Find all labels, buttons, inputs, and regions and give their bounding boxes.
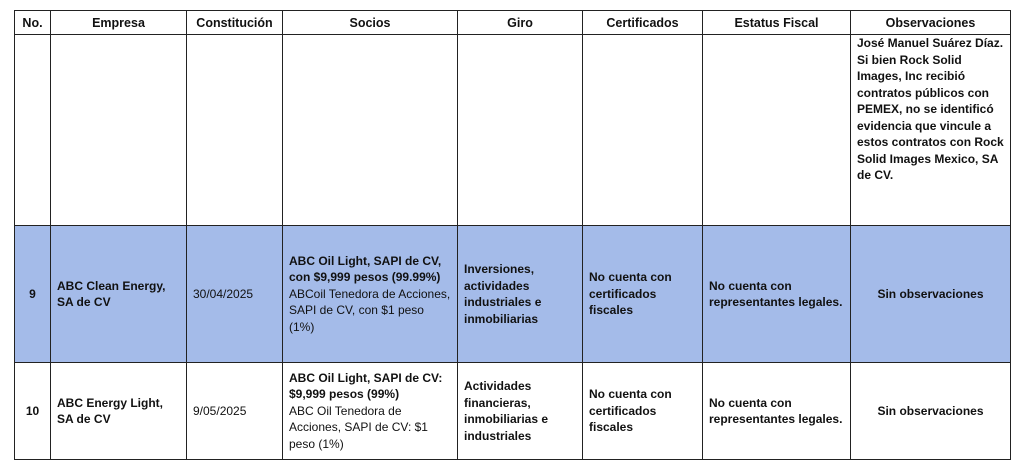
header-giro: Giro — [458, 11, 583, 35]
cell-estatus — [703, 35, 851, 226]
cell-empresa: ABC Energy Light, SA de CV — [51, 363, 187, 460]
socios-primary: ABC Oil Light, SAPI de CV: $9,999 pesos (99%) — [289, 370, 443, 402]
document-table-container — [14, 10, 1011, 460]
header-estatus-fiscal: Estatus Fiscal — [703, 11, 851, 35]
cell-giro: Inversiones, actividades industriales e inmobiliarias — [458, 226, 583, 363]
table-row-highlighted — [15, 226, 1011, 363]
cell-certificados: No cuenta con certificados fiscales — [583, 363, 703, 460]
header-certificados: Certificados — [583, 11, 703, 35]
header-observaciones: Observaciones — [851, 11, 1011, 35]
cell-constitucion — [187, 35, 283, 226]
cell-constitucion: 30/04/2025 — [187, 226, 283, 363]
companies-table — [14, 10, 1011, 460]
header-constitucion: Constitución — [187, 11, 283, 35]
table-row — [15, 363, 1011, 460]
cell-socios — [283, 363, 458, 460]
socios-secondary: ABCoil Tenedora de Acciones, SAPI de CV, con $1 peso (1%) — [289, 286, 451, 334]
table-header-row — [15, 11, 1011, 35]
socios-primary: ABC Oil Light, SAPI de CV, con $9,999 pesos (99.99%) — [289, 253, 442, 285]
cell-observaciones: Sin observaciones — [851, 226, 1011, 363]
cell-certificados: No cuenta con certificados fiscales — [583, 226, 703, 363]
cell-socios — [283, 226, 458, 363]
cell-constitucion: 9/05/2025 — [187, 363, 283, 460]
cell-socios — [283, 35, 458, 226]
socios-secondary: ABC Oil Tenedora de Acciones, SAPI de CV: $1 peso (1%) — [289, 403, 428, 451]
cell-observaciones: Sin observaciones — [851, 363, 1011, 460]
header-socios: Socios — [283, 11, 458, 35]
cell-giro: Actividades financieras, inmobiliarias e industriales — [458, 363, 583, 460]
header-no: No. — [15, 11, 51, 35]
cell-giro — [458, 35, 583, 226]
table-row — [15, 35, 1011, 226]
cell-no — [15, 35, 51, 226]
cell-observaciones: José Manuel Suárez Díaz. Si bien Rock Solid Images, Inc recibió contratos públicos con PEMEX, no se identificó evidencia que vincule a estos contratos con Rock Solid Images Mexico, SA de CV. — [851, 35, 1011, 226]
cell-no: 10 — [15, 363, 51, 460]
cell-estatus: No cuenta con representantes legales. — [703, 363, 851, 460]
cell-no: 9 — [15, 226, 51, 363]
cell-certificados — [583, 35, 703, 226]
header-empresa: Empresa — [51, 11, 187, 35]
cell-empresa: ABC Clean Energy, SA de CV — [51, 226, 187, 363]
cell-estatus: No cuenta con representantes legales. — [703, 226, 851, 363]
cell-empresa — [51, 35, 187, 226]
